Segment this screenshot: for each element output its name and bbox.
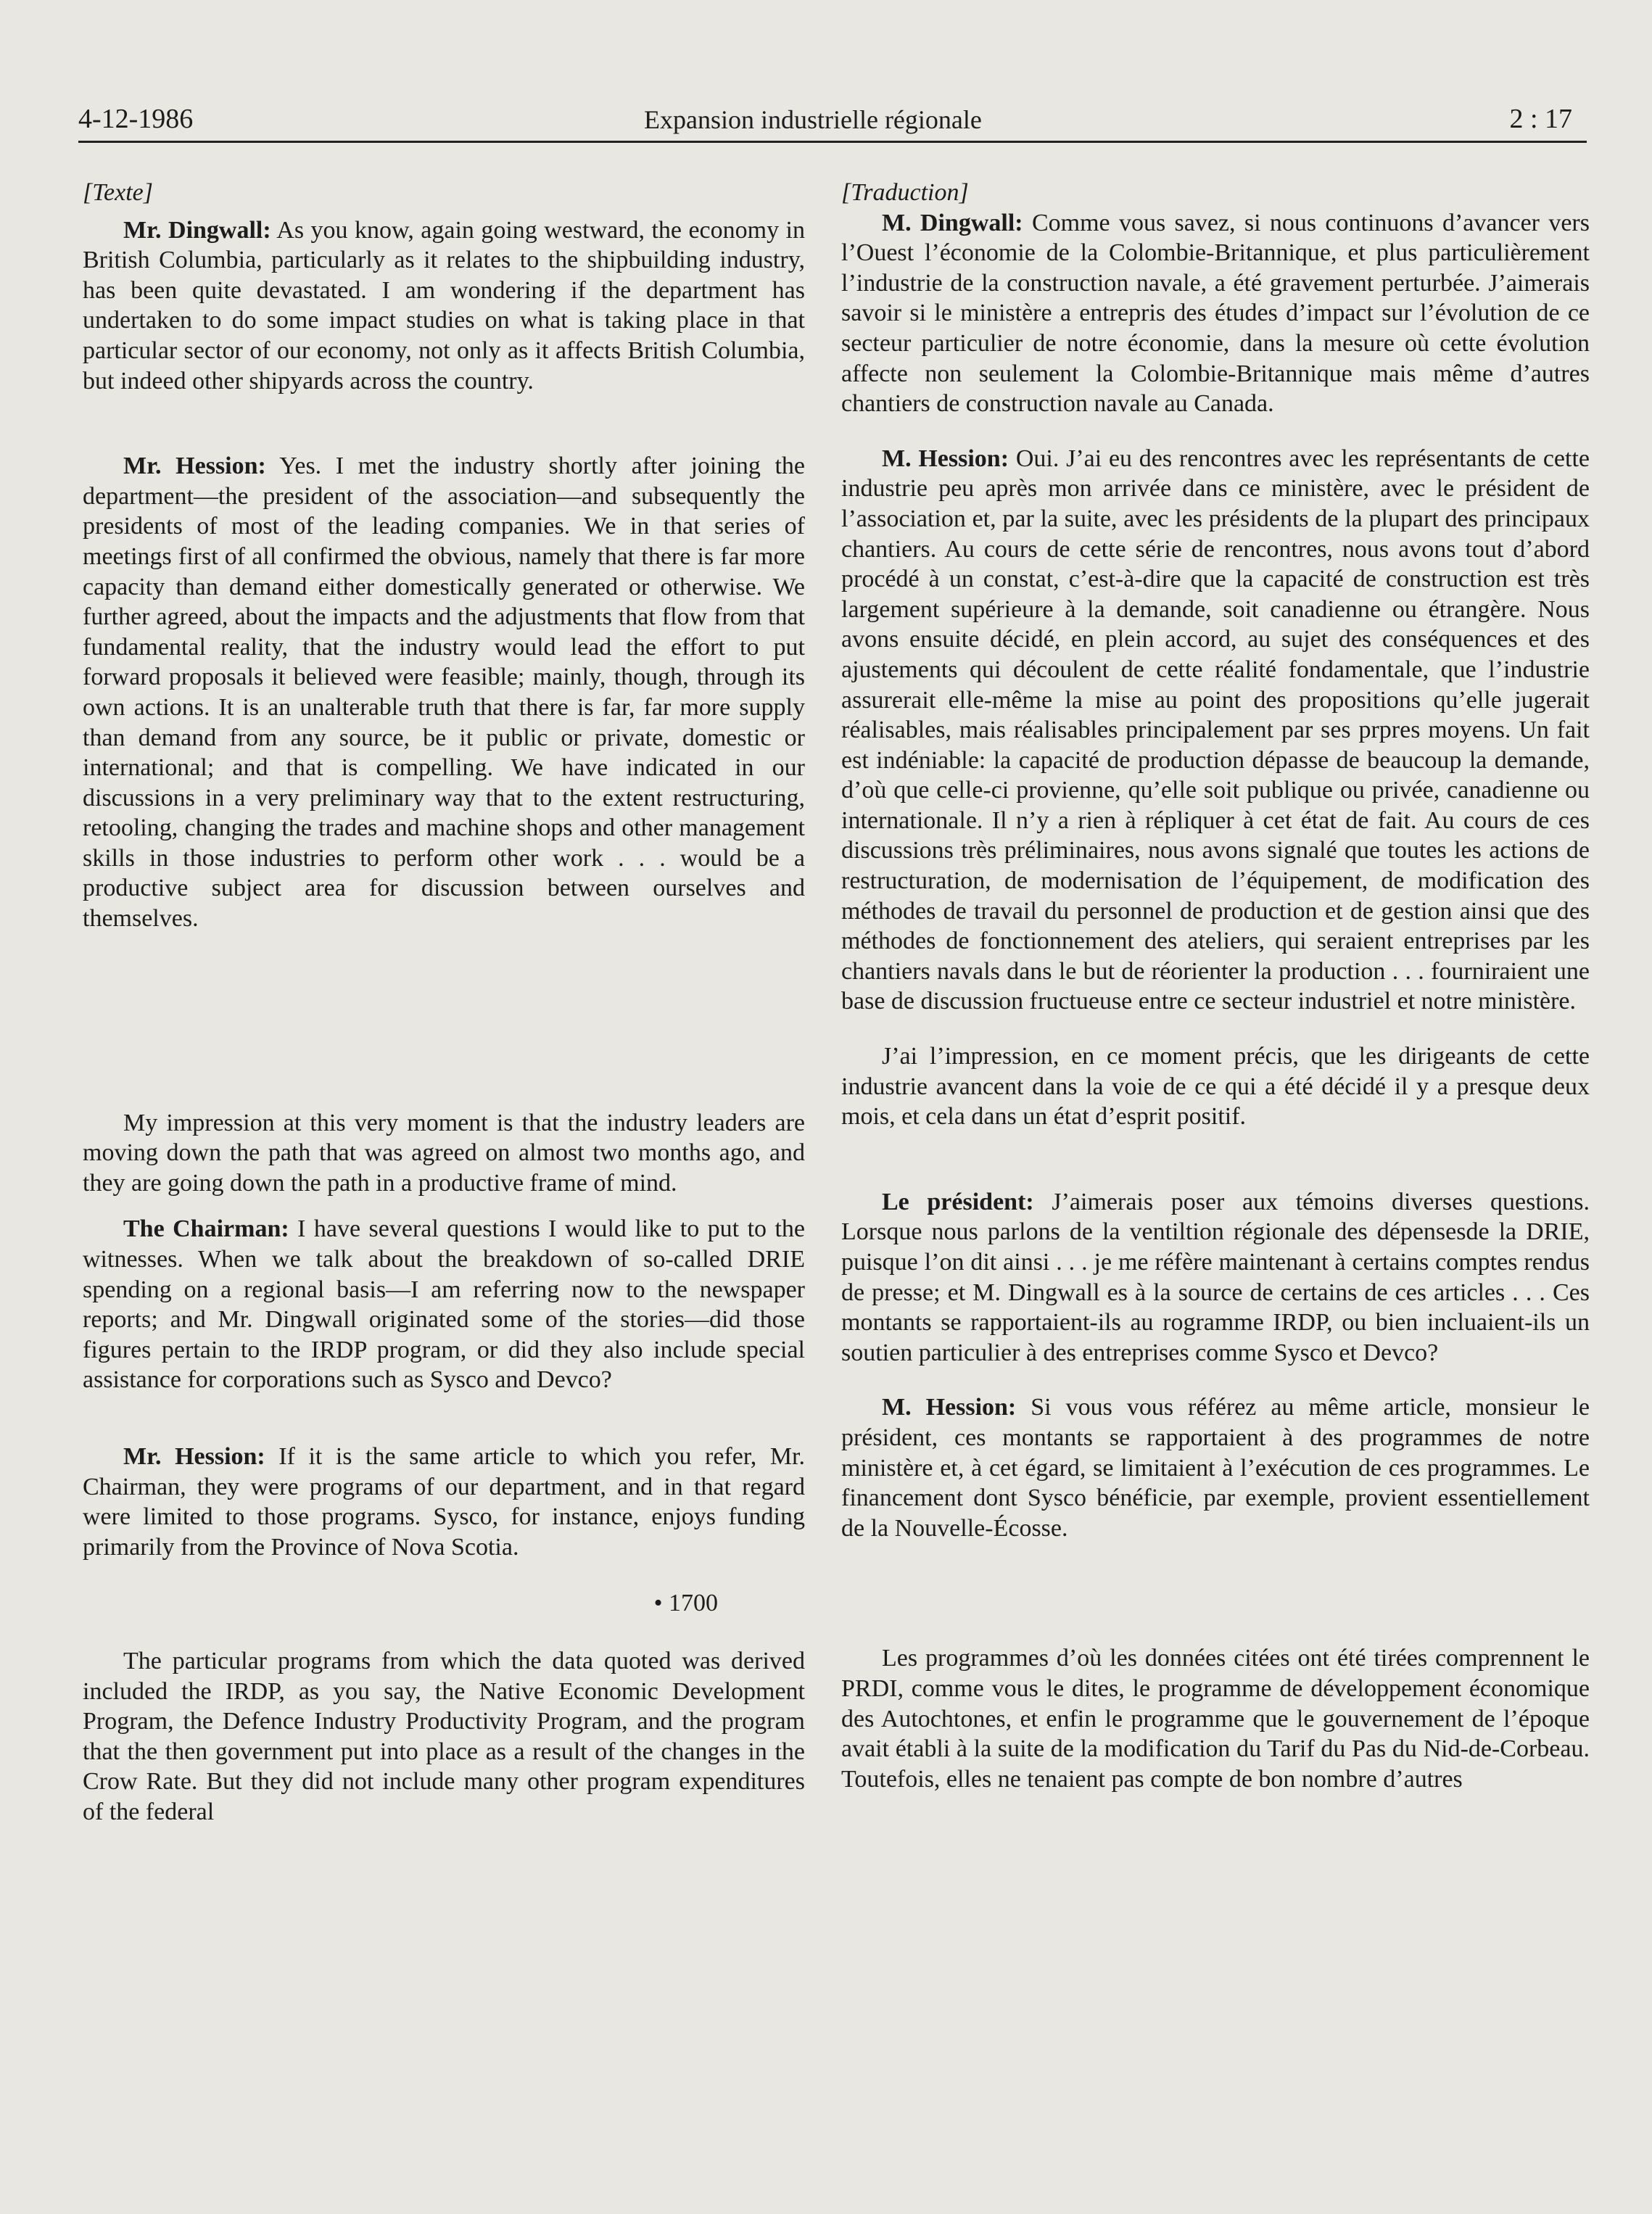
header-page-number: 2 : 17 [1509, 104, 1572, 134]
speaker-name: M. Hession: [882, 445, 1009, 472]
paragraph [83, 215, 805, 397]
paragraph-text: If it is the same article to which you refer, Mr. Chairman, they were programs of our department, and in that regard were limited to those programs. Sysco, for instance, enjoys funding primarily from the Province of Nova Scotia. [83, 1443, 805, 1561]
time-marker: • 1700 [653, 1590, 718, 1617]
paragraph-text: Yes. I met the industry shortly after joining the department—the president of the association—and subsequently the presidents of most of the leading companies. We in that series of meetings first of all confirmed the obvious, namely that there is far more capacity than demand either domestically generated or otherwise. We further agreed, about the impacts and the adjustments that flow from that fundamental reality, that the industry would lead the effort to put forward proposals it believed were feasible; mainly, though, through its own actions. It is an unalterable truth that there is far, far more supply than demand from any source, be it public or private, domestic or international; and that is compelling. We have indicated in our discussions in a very preliminary way that to the extent restructuring, retooling, changing the trades and machine shops and other management skills in those industries to perform other work . . . would be a productive subject area for discussion between ourselves and themselves. [83, 453, 805, 933]
paragraph [841, 1187, 1590, 1368]
paragraph-text: My impression at this very moment is that the industry leaders are moving down the path that was agreed on almost two months ago, and they are going down the path in a productive frame of mind. [83, 1109, 805, 1197]
speaker-name: M. Hession: [882, 1394, 1017, 1421]
text-tag: [Texte] [83, 179, 153, 206]
header-date: 4-12-1986 [78, 104, 194, 134]
speaker-name: The Chairman: [123, 1215, 289, 1243]
paragraph-text: Comme vous savez, si nous continuons d’avancer vers l’Ouest l’économie de la Colombie-Britannique, et plus particulièrement l’industrie de la construction navale, a été gravement perturbée. J’aimerais savoir si le ministère a entrepris des études d’impact sur l’évolution de ce secteur particulier de notre économie, dans la mesure où cette évolution affecte non seulement la Colombie-Britannique mais même d’autres chantiers de construction navale au Canada. [841, 209, 1590, 418]
speaker-name: M. Dingwall: [882, 209, 1023, 236]
paragraph [83, 1442, 805, 1562]
paragraph [841, 1041, 1590, 1132]
translation-tag: [Traduction] [841, 179, 969, 206]
french-column [841, 178, 1590, 1794]
paragraph-text: The particular programs from which the data quoted was derived included the IRDP, as you say, the Native Economic Development Program, the Defence Industry Productivity Program, and the program that the then government put into place as a result of the changes in the Crow Rate. But they did not include many other program expenditures of the federal [83, 1647, 805, 1825]
paragraph [83, 1108, 805, 1199]
header-title: Expansion industrielle régionale [644, 105, 982, 134]
paragraph [841, 444, 1590, 1017]
speaker-name: Mr. Hession: [123, 1443, 265, 1470]
paragraph-text: Oui. J’ai eu des rencontres avec les représentants de cette industrie peu après mon arrivée dans ce ministère, avec le président de l’association et, par la suite, avec les présidents de la plupart des principaux chantiers. Au cours de cette série de rencontres, nous avons tout d’abord procédé à un constat, c’est-à-dire que la capacité de construction est très largement supérieure à la demande, soit canadienne ou étrangère. Nous avons ensuite décidé, en plein accord, au sujet des conséquences et des ajustements qui découlent de cette réalité fondamentale, que l’industrie assurerait elle-même la mise au point des propositions qu’elle jugerait réalisables, mais réalisables principalement par ses prpres moyens. Un fait est indéniable: la capacité de production dépasse de beaucoup la demande, d’où que celle-ci provienne, qu’elle soit publique ou privée, canadienne ou internationale. Il n’y a rien à répliquer à cet état de fait. Au cours de ces discussions très préliminaires, nous avons signalé que toutes les actions de restructuration, de modernisation de l’équipement, de modification des méthodes de travail du personnel de production et de gestion ainsi que des méthodes de fonctionnement des ateliers, qui seraient entreprises par les chantiers navals dans le but de réorienter la production . . . fourniraient une base de discussion fructueuse entre ce secteur industriel et notre ministère. [841, 445, 1590, 1015]
speaker-name: Le président: [882, 1188, 1034, 1215]
page-header [78, 93, 1587, 143]
paragraph-text: Les programmes d’où les données citées ont été tirées comprennent le PRDI, comme vous le dites, le programme de développement économique des Autochtones, et enfin le programme que le gouvernement de l’époque avait établi à la suite de la modification du Tarif du Pas du Nid-de-Corbeau. Toutefois, elles ne tenaient pas compte de bon nombre d’autres [841, 1645, 1590, 1793]
paragraph [841, 1392, 1590, 1543]
paragraph [83, 1646, 805, 1827]
paragraph-text: Si vous vous référez au même article, monsieur le président, ces montants se rapportaient à des programmes de notre ministère et, à cet égard, se limitaient à l’exécution de ces programmes. Le financement dont Sysco bénéficie, par exemple, provient essentiellement de la Nouvelle-Écosse. [841, 1394, 1590, 1542]
paragraph-text: I have several questions I would like to put to the witnesses. When we talk about the breakdown of so-called DRIE spending on a regional basis—I am referring now to the newspaper reports; and Mr. Dingwall originated some of the stories—did those figures pertain to the IRDP program, or did they also include special assistance for corporations such as Sysco and Devco? [83, 1215, 806, 1394]
paragraph [841, 208, 1590, 419]
speaker-name: Mr. Dingwall: [123, 216, 271, 244]
paragraph [83, 1214, 805, 1395]
english-column [83, 178, 805, 1827]
paragraph-text: J’ai l’impression, en ce moment précis, que les dirigeants de cette industrie avancent dans la voie de ce qui a été décidé il y a presque deux mois, et cela dans un état d’esprit positif. [841, 1043, 1590, 1131]
paragraph-text: As you know, again going westward, the economy in British Columbia, particularly as it relates to the shipbuilding industry, has been quite devastated. I am wondering if the department has undertaken to do some impact studies on what is taking place in that particular sector of our economy, not only as it affects British Columbia, but indeed other shipyards across the country. [83, 216, 805, 395]
paragraph [83, 451, 805, 934]
paragraph [841, 1643, 1590, 1794]
paragraph-text: J’aimerais poser aux témoins diverses questions. Lorsque nous parlons de la ventiltion régionale des dépensesde la DRIE, puisque l’on dit ainsi . . . je me réfère maintenant à certains comptes rendus de presse; et M. Dingwall es à la source de certains de ces articles . . . Ces montants se rapportaient-ils au rogramme IRDP, ou bien incluaient-ils un soutien particulier à des entreprises comme Sysco et Devco? [841, 1188, 1590, 1366]
speaker-name: Mr. Hession: [123, 453, 266, 480]
